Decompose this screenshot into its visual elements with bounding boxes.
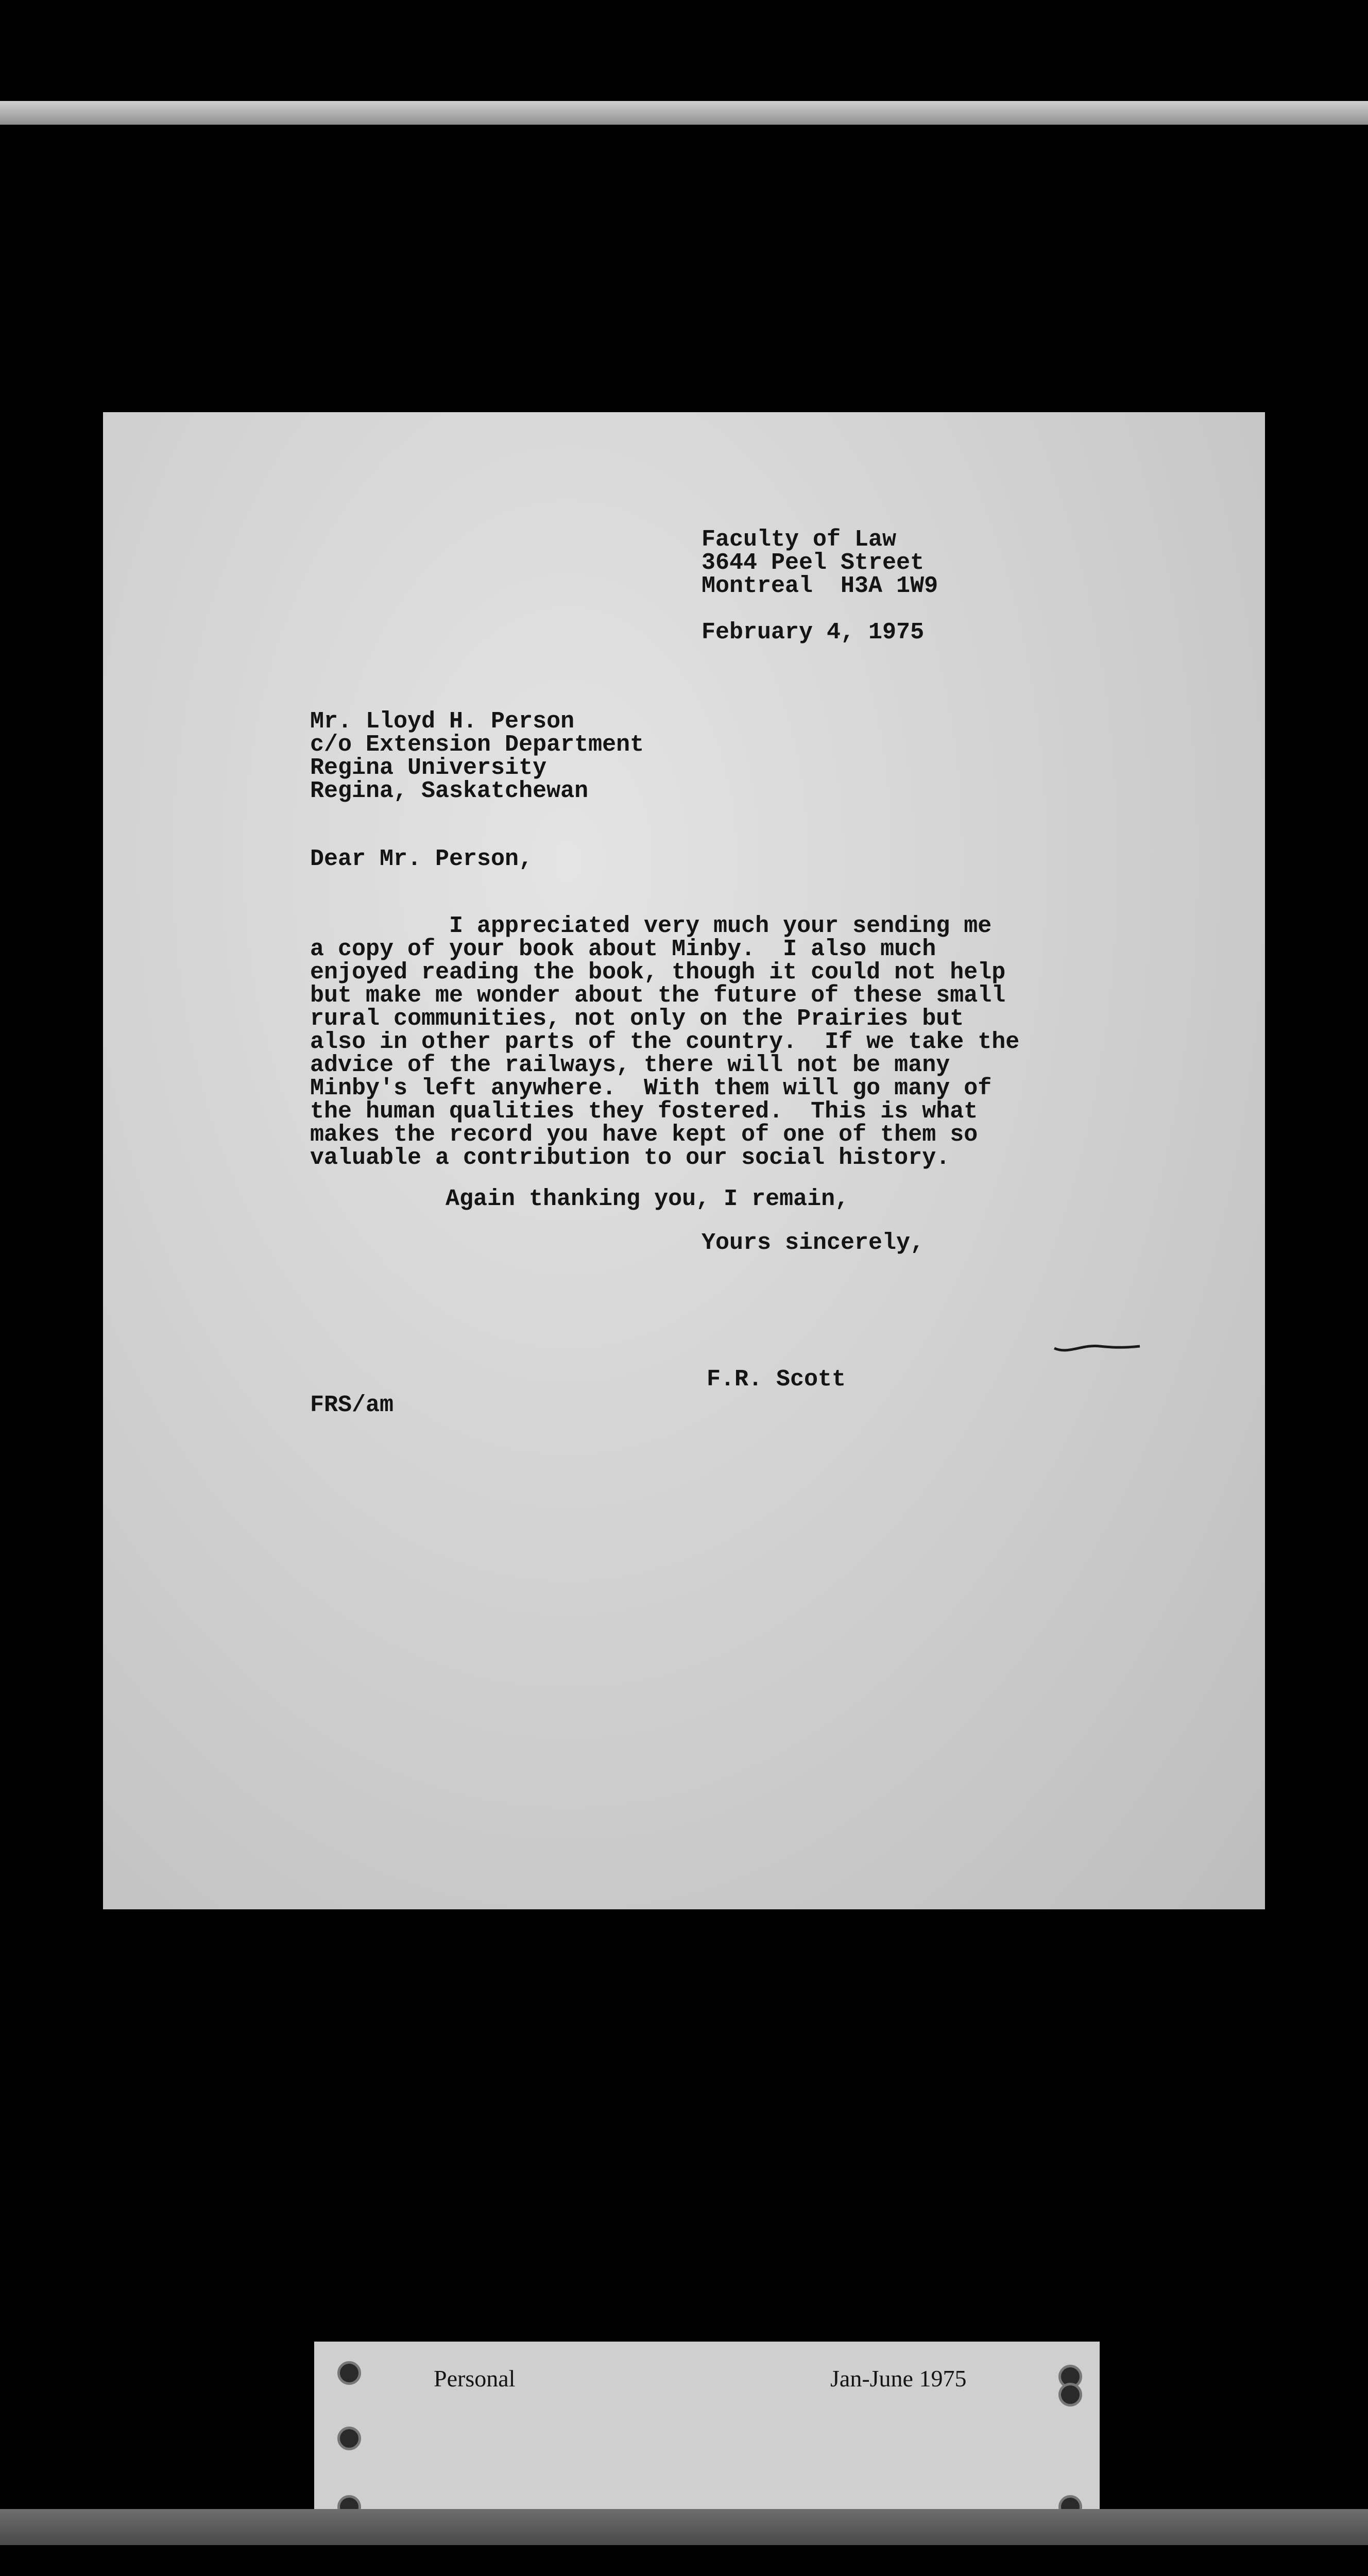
punch-hole-left-top [337,2361,361,2385]
recipient-address-line-2: c/o Extension Department [310,732,644,758]
body-line-1: I appreciated very much your sending me [310,913,992,939]
punch-hole-right-middle [1058,2383,1082,2406]
recipient-address-line-1: Mr. Lloyd H. Person [310,708,575,735]
punch-hole-left-middle [337,2427,361,2450]
scan-bottom-strip [0,2509,1368,2545]
body-line-3: enjoyed reading the book, though it could not help [310,959,1006,986]
complimentary-close: Yours sincerely, [702,1230,925,1256]
letter-date: February 4, 1975 [702,619,925,646]
body-line-2: a copy of your book about Minby. I also much [310,936,936,962]
body-line-4: but make me wonder about the future of these small [310,982,1006,1009]
signature-name: F.R. Scott [707,1366,846,1393]
body-line-7: advice of the railways, there will not be many [310,1052,950,1078]
signature-stroke [1053,1342,1141,1358]
body-line-10: makes the record you have kept of one of them so [310,1122,978,1148]
body-line-6: also in other parts of the country. If we take the [310,1029,1020,1055]
salutation: Dear Mr. Person, [310,846,533,872]
sender-address-line-3: Montreal H3A 1W9 [702,573,938,599]
folder-tab-right-label: Jan-June 1975 [830,2365,967,2392]
body-line-8: Minby's left anywhere. With them will go many of [310,1075,992,1101]
body-line-9: the human qualities they fostered. This is what [310,1098,978,1125]
scan-top-strip [0,101,1368,125]
recipient-address-line-3: Regina University [310,755,547,781]
body-line-5: rural communities, not only on the Prairies but [310,1006,964,1032]
recipient-address-line-4: Regina, Saskatchewan [310,778,589,804]
sender-address-line-2: 3644 Peel Street [702,550,925,576]
folder-tab [314,2342,1100,2533]
closing-line: Again thanking you, I remain, [446,1186,849,1212]
letter-page [103,412,1265,1909]
sender-address-line-1: Faculty of Law [702,527,897,553]
folder-tab-left-label: Personal [434,2365,516,2392]
reference-initials: FRS/am [310,1392,394,1418]
body-line-11: valuable a contribution to our social history. [310,1145,950,1171]
